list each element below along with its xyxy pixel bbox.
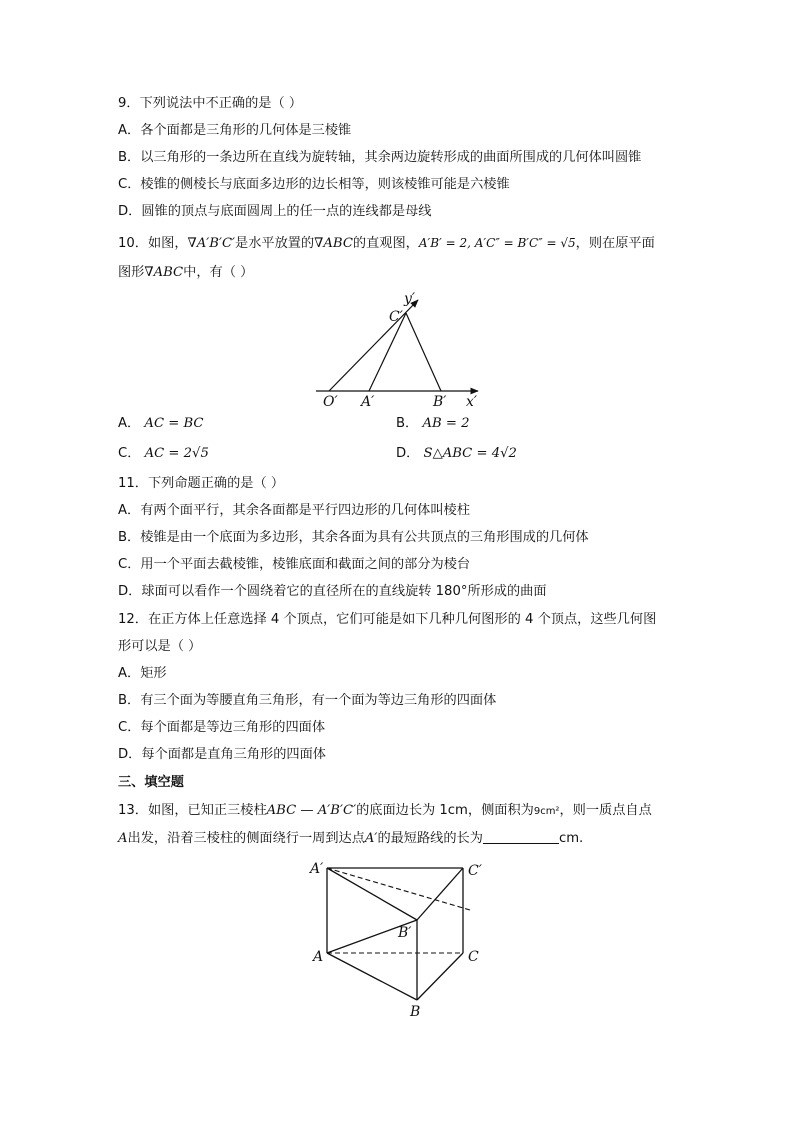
hidden-path-a1	[327, 868, 470, 910]
q13-unit: cm.	[558, 831, 584, 846]
q10-stem-text: 图形	[118, 265, 145, 280]
q13-lateral-area: 9cm²	[533, 806, 560, 817]
option-expr: AB = 2	[422, 416, 470, 431]
q13-point-a: A	[118, 831, 128, 846]
option-expr: AC = BC	[144, 416, 204, 431]
q12-stem-line1: 12．在正方体上任意选择 4 个顶点，它们可能是如下几种几何图形的 4 个顶点，这些几何图	[118, 612, 657, 627]
label-y-prime: y′	[404, 291, 416, 307]
q12-option-b: B．有三个面为等腰直角三角形，有一个面为等边三角形的四面体	[118, 693, 497, 708]
q9-option-b: B．以三角形的一条边所在直线为旋转轴，其余两边旋转形成的曲面所围成的几何体叫圆锥	[118, 150, 642, 165]
label-c-prime: C′	[389, 309, 403, 325]
q13-text: 的底面边长为 1cm，侧面积为	[356, 803, 534, 818]
q10-stem-text: 的直观图，	[352, 236, 419, 251]
q10-stem-text: 10．如图，	[118, 236, 188, 251]
option-expr: AC = 2√5	[144, 446, 209, 461]
label-c: C	[468, 949, 479, 965]
label-a: A	[313, 949, 324, 965]
option-expr: S△ABC = 4√2	[423, 446, 517, 461]
edge-b1-c1	[417, 868, 463, 920]
q9-option-a: A．各个面都是三角形的几何体是三棱锥	[118, 123, 352, 138]
q12-option-d: D．每个面都是直角三角形的四面体	[118, 747, 326, 762]
q12-stem-line2: 形可以是（ ）	[118, 639, 202, 654]
label-o-prime: O′	[323, 394, 338, 410]
label-b: B	[410, 1004, 421, 1020]
label-a-prime: A′	[361, 394, 375, 410]
label-b1: B′	[398, 925, 412, 941]
label-a1: A′	[310, 861, 324, 877]
edge-a1-b1	[327, 868, 417, 920]
q11-option-a: A．有两个面平行，其余各面都是平行四边形的几何体叫棱柱	[118, 503, 470, 518]
label-b-prime: B′	[433, 394, 447, 410]
option-letter: D．	[396, 446, 420, 461]
q10-triangle-prime: ∇A′B′C′	[187, 236, 236, 251]
q9-option-c: C．棱锥的侧棱长与底面多边形的边长相等，则该棱锥可能是六棱锥	[118, 177, 510, 192]
q12-option-a: A．矩形	[118, 666, 167, 681]
q10-given-lengths: A′B′ = 2, A′C″ = B′C″ = √5	[418, 236, 576, 250]
q13-text: 出发，沿着三棱柱的侧面绕行一周到达点	[127, 831, 365, 846]
q13-point-a-prime: A′	[364, 831, 378, 846]
edge-a-b	[327, 953, 417, 1000]
q10-stem-text: ，则在原平面	[575, 236, 655, 251]
label-c1: C′	[468, 863, 482, 879]
section-heading: 三、填空题	[118, 775, 184, 790]
q10-triangle: ∇ABC	[144, 265, 184, 280]
q10-triangle: ∇ABC	[314, 236, 353, 251]
q10-stem-text: 是水平放置的	[235, 236, 315, 251]
q11-option-d: D．球面可以看作一个圆绕着它的直径所在的直线旋转 180°所形成的曲面	[118, 584, 547, 599]
label-x-prime: x′	[466, 394, 478, 410]
q12-option-c: C．每个面都是等边三角形的四面体	[118, 720, 326, 735]
q11-option-c: C．用一个平面去截棱锥，棱锥底面和截面之间的部分为棱台	[118, 557, 471, 572]
q11-stem: 11．下列命题正确的是（ ）	[118, 476, 285, 491]
q11-option-b: B．棱锥是由一个底面为多边形，其余各面为具有公共顶点的三角形围成的几何体	[118, 530, 589, 545]
q9-stem: 9．下列说法中不正确的是（ ）	[118, 96, 303, 111]
q13-text: ，则一质点自点	[559, 803, 652, 818]
q9-option-d: D．圆锥的顶点与底面圆周上的任一点的连线都是母线	[118, 204, 432, 219]
q10-stem-text: 中，有（ ）	[183, 265, 254, 280]
option-letter: C．	[118, 446, 141, 461]
q13-prism: ABC — A′B′C′	[266, 803, 357, 818]
option-letter: A．	[118, 416, 141, 431]
q13-text: 13．如图，已知正三棱柱	[118, 803, 267, 818]
option-letter: B．	[396, 416, 419, 431]
edge-b-c	[417, 953, 463, 1000]
q13-text: 的最短路线的长为	[377, 831, 483, 846]
